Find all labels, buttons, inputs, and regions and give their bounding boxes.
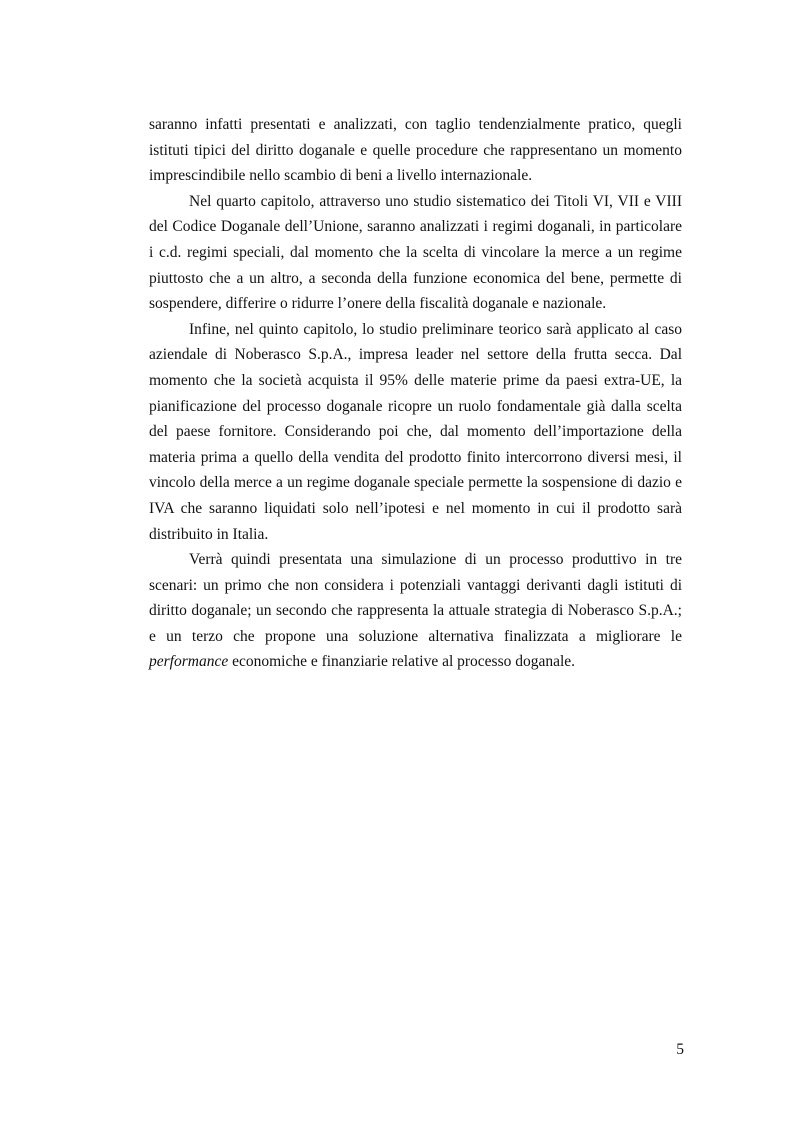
paragraph-4-text-before: Verrà quindi presentata una simulazione di un processo produttivo in tre scenari: un primo che non considera i potenziali vantaggi derivanti dagli istituti di diritto doganale; un secondo che rappresenta la attuale strategia di Noberasco S.p.A.; e un terzo che propone una soluzione alternativa finalizzata a migliorare le xyxy=(149,551,682,645)
page-number: 5 xyxy=(676,1041,684,1058)
paragraph-4 xyxy=(149,547,682,675)
paragraph-2: Nel quarto capitolo, attraverso uno studio sistematico dei Titoli VI, VII e VIII del Codice Doganale dell’Unione, saranno analizzati i regimi doganali, in particolare i c.d. regimi speciali, dal momento che la scelta di vincolare la merce a un regime piuttosto che a un altro, a seconda della funzione economica del bene, permette di sospendere, differire o ridurre l’onere della fiscalità doganale e nazionale. xyxy=(149,192,682,313)
paragraph-4-italic-term: performance xyxy=(149,653,229,671)
paragraph-1: saranno infatti presentati e analizzati, con taglio tendenzialmente pratico, quegli istituti tipici del diritto doganale e quelle procedure che rappresentano un momento imprescindibile nello scambio di beni a livello internazionale. xyxy=(149,116,682,185)
paragraph-3: Infine, nel quinto capitolo, lo studio preliminare teorico sarà applicato al caso aziendale di Noberasco S.p.A., impresa leader nel settore della frutta secca. Dal momento che la società acquista il 95% delle materie prime da paesi extra-UE, la pianificazione del processo doganale ricopre un ruolo fondamentale già dalla scelta del paese fornitore. Considerando poi che, dal momento dell’importazione della materia prima a quello della vendita del prodotto finito intercorrono diversi mesi, il vincolo della merce a un regime doganale speciale permette la sospensione di dazio e IVA che saranno liquidati solo nell’ipotesi e nel momento in cui il prodotto sarà distribuito in Italia. xyxy=(149,320,682,543)
paragraph-4-text-after: economiche e finanziarie relative al processo doganale. xyxy=(228,653,576,671)
body-text xyxy=(149,112,682,675)
